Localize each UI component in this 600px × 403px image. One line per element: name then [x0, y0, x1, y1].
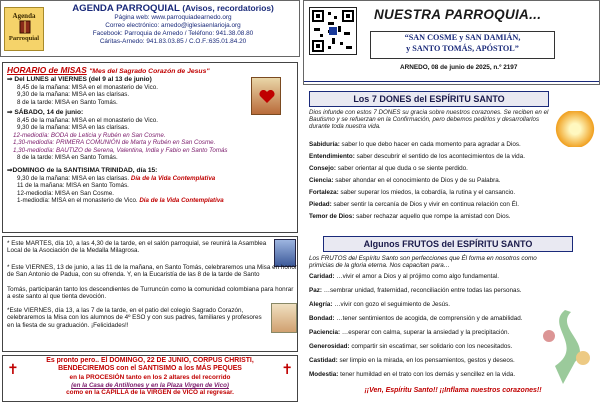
- parroquia-header: [303, 0, 600, 85]
- header-divider: [304, 81, 599, 82]
- agenda-header: [0, 0, 300, 57]
- saints-line-1: “SAN COSME y SAN DAMIÁN,: [404, 33, 521, 42]
- fruit-key: Modestia:: [309, 371, 339, 378]
- fruit-value: …sembrar unidad, fraternidad, reconciliación entre todas las personas.: [323, 287, 522, 294]
- right-page: [303, 0, 600, 403]
- caritas-line: Cáritas-Arnedo: 941.83.03.85 / C.O.F.:635.01.84.20: [99, 38, 247, 45]
- notices-box: [2, 236, 298, 352]
- weekday-head: ⇒ Del LUNES al VIERNES (del 9 al 13 de junio): [7, 76, 152, 83]
- fruit-item: [309, 357, 597, 364]
- gift-item: [309, 213, 597, 220]
- gift-item: [309, 141, 597, 148]
- gift-value: saber ahondar en el conocimiento de Dios y de su Palabra.: [335, 177, 501, 184]
- fruit-key: Paciencia:: [309, 329, 341, 336]
- saturday-head: ⇒ SÁBADO, 14 de junio:: [7, 109, 84, 116]
- baptism-line: 1,30-mediodía: BAUTIZO de Serena, Valentina, India y Fabio en Santo Tomás: [13, 146, 228, 154]
- schedule-line: 9,30 de la mañana: MISA en las clarisas.: [17, 124, 130, 132]
- weekday-block: [7, 76, 297, 106]
- schedule-line: 12-mediodía: MISA en San Cosme.: [17, 189, 114, 197]
- dones-title: Los 7 DONES del ESPÍRITU SANTO: [309, 91, 549, 107]
- frutos-intro: [309, 255, 549, 269]
- fruit-item: [309, 371, 597, 378]
- logo-bottom-text: Parroquial: [8, 35, 40, 42]
- fruit-value: …esperar con calma, superar la ansiedad y la precipitación.: [341, 329, 510, 336]
- gift-value: saber descubrir el sentido de los acontecimientos de la vida.: [356, 153, 525, 160]
- gift-item: [309, 201, 597, 208]
- parroquia-title: NUESTRA PARROQUIA...: [374, 7, 542, 22]
- saturday-block: [7, 109, 297, 161]
- gift-key: Sabiduría:: [309, 141, 340, 148]
- corpus-christi-box: [2, 355, 298, 402]
- frutos-footer: ¡¡Ven, Espíritu Santo!! ¡¡Inflama nuestros corazones!!: [364, 387, 542, 394]
- website-line[interactable]: Página web: www.parroquiadearnedo.org: [114, 14, 232, 21]
- schedule-line: 8,45 de la mañana: MISA en el monasterio de Vico.: [17, 117, 158, 124]
- saints-box: [370, 31, 555, 59]
- frutos-intro-text: Los FRUTOS del Espíritu Santo son perfecciones que Él forma en nosotros como primicias de la gloria eterna. Nos capacitan para…: [309, 255, 537, 270]
- fruit-item: [309, 343, 597, 350]
- gift-key: Piedad:: [309, 201, 332, 208]
- dones-intro: Dios infunde con estos 7 DONES su gracia sobre nuestros corazones. Se reciben en el Bautismo y se refuerzan en la Confirmación, pero debemos pedirlos y desarrollarlos durante toda nuestra vida.: [309, 109, 549, 131]
- corpus-line-3: en la PROCESIÓN tanto en los 2 altares del recorrido: [69, 373, 231, 381]
- corpus-line-4: (en la Casa de Antillones y en la Plaza Virgen de Vico): [71, 381, 229, 389]
- fruit-item: [309, 287, 597, 294]
- dones-section: [303, 89, 600, 233]
- agenda-title-sub: (Avisos, recordatorios): [182, 3, 274, 13]
- schedule-line: 11 de la mañana: MISA en Santo Tomás.: [17, 182, 129, 190]
- fruit-value: ser limpio en la mirada, en los pensamientos, gestos y deseos.: [339, 357, 515, 364]
- book-icon: [19, 20, 31, 34]
- schedule-line: 9,30 de la mañana: MISA en las clarisas.: [17, 91, 130, 99]
- fruit-value: tener humildad en el trato con los demás y sencillez en la vida.: [340, 371, 516, 378]
- gift-key: Fortaleza:: [309, 189, 339, 196]
- sunday-head: ⇒DOMINGO de la SANTISIMA TRINIDAD, día 15:: [7, 167, 158, 174]
- gift-key: Ciencia:: [309, 177, 334, 184]
- fruit-value: …vivir con gozo el seguimiento de Jesús.: [334, 301, 451, 308]
- schedule-line: 9,30 de la mañana: MISA en las clarisas.: [17, 175, 130, 182]
- corpus-line-1: Es pronto pero.. El DOMINGO, 22 DE JUNIO, CORPUS CHRISTI,: [46, 357, 254, 364]
- gift-key: Temor de Dios:: [309, 213, 355, 220]
- fruit-item: [309, 301, 597, 308]
- gift-value: saber orientar al que duda o se siente perdido.: [337, 165, 468, 172]
- gift-item: [309, 189, 597, 196]
- cross-icon: ✝: [7, 362, 19, 378]
- schedule-title-sub: "Mes del Sagrado Corazón de Jesus": [89, 68, 210, 75]
- frutos-title: Algunos FRUTOS del ESPÍRITU SANTO: [323, 236, 573, 252]
- gift-item: [309, 153, 597, 160]
- gift-key: Consejo:: [309, 165, 336, 172]
- fruit-item: [309, 315, 597, 322]
- graduation-image: [271, 303, 297, 333]
- fruit-key: Paz:: [309, 287, 322, 294]
- mass-schedule: [2, 62, 298, 233]
- email-line[interactable]: Correo electrónico: arnedo@iglesiaenlarioja.org: [105, 22, 241, 29]
- fruit-value: …tener sentimientos de acogida, de comprensión y de amabilidad.: [336, 315, 523, 322]
- qr-code[interactable]: [309, 7, 357, 55]
- gift-value: saber rechazar aquello que rompe la amistad con Dios.: [356, 213, 511, 220]
- notice-san-antonio-a: * Este VIERNES, 13 de junio, a las 11 de la mañana, en Santo Tomás, celebraremos una Misa en honor de San Antonio de Padua, con su ofrenda. Y, en la Eucaristía de las 8 de la tarde de Santo: [7, 264, 297, 279]
- fruit-item: [309, 329, 597, 336]
- gift-value: saber sentir la cercanía de Dios y vivir en continua relación con Él.: [333, 201, 519, 208]
- fruit-key: Generosidad:: [309, 343, 350, 350]
- fruit-value: …vivir el amor a Dios y al prójimo como algo fundamental.: [336, 273, 500, 280]
- schedule-line: 1-mediodía: MISA en el monasterio de Vico.: [17, 197, 138, 205]
- gift-item: [309, 165, 597, 172]
- gift-value: saber superar los miedos, la cobardía, la rutina y el cansancio.: [340, 189, 516, 196]
- fruit-item: [309, 273, 597, 280]
- sunday-block: [7, 167, 297, 205]
- gift-item: [309, 177, 597, 184]
- issue-date: ARNEDO, 08 de junio de 2025, n.º 2197: [400, 64, 518, 71]
- frutos-section: [303, 236, 600, 402]
- virgin-image: [274, 239, 296, 267]
- gift-key: Entendimiento:: [309, 153, 355, 160]
- schedule-line: 8,45 de la mañana: MISA en el monasterio de Vico.: [17, 84, 158, 91]
- notice-san-antonio-b: Tomás, participarán tanto los descendientes de Turruncún como la comunidad colombiana para honrar a este santo al que tienta devoción.: [7, 286, 294, 301]
- schedule-title-main: HORARIO de MISAS: [7, 65, 87, 75]
- contemplative-tag: Día de la Vida Contemplativa: [130, 175, 216, 182]
- wedding-line: 12-mediodía: BODA de Leticia y Rubén en San Cosme.: [13, 131, 166, 139]
- communion-line: 1,30-mediodía: PRIMERA COMUNIÓN de Marta y Rubén en San Cosme.: [13, 139, 216, 147]
- corpus-line-5: como en la CAPILLA de la VIRGEN de VICO al regresar.: [66, 389, 234, 397]
- schedule-title: [7, 65, 210, 75]
- fruit-key: Castidad:: [309, 357, 338, 364]
- fruit-key: Caridad:: [309, 273, 335, 280]
- cross-icon: ✝: [281, 362, 293, 378]
- qr-code-icon: [310, 8, 356, 54]
- logo-top-text: Agenda: [12, 12, 36, 20]
- fruit-key: Bondad:: [309, 315, 335, 322]
- saints-line-2: y SANTO TOMÁS, APÓSTOL”: [406, 44, 519, 53]
- schedule-line: 8 de la tarde: MISA en Santo Tomás.: [17, 154, 118, 162]
- agenda-logo: [4, 7, 44, 51]
- fruit-value: compartir sin escatimar, ser solidario con los necesitados.: [351, 343, 513, 350]
- notice-medalla: * Este MARTES, día 10, a las 4,30 de la tarde, en el salón parroquial, se reunirá la Asamblea Local de la Asociación de la Medalla Milagrosa.: [7, 240, 267, 255]
- schedule-line: 8 de la tarde: MISA en Santo Tomás.: [17, 98, 118, 106]
- fruit-key: Alegría:: [309, 301, 333, 308]
- notice-graduation: *Este VIERNES, día 13, a las 7 de la tarde, en el patio del colegio Sagrado Corazón, celebraremos la Misa con los alumnos de 4º ESO y con sus padres, familiares y profesores en la fiesta de su graduación. ¡Felicidades!!: [7, 307, 262, 329]
- gift-value: saber lo que debo hacer en cada momento para agradar a Dios.: [341, 141, 521, 148]
- agenda-title-main: AGENDA PARROQUIAL: [72, 3, 180, 14]
- contemplative-tag: Día de la Vida Contemplativa: [139, 197, 224, 205]
- agenda-title: [47, 3, 299, 14]
- corpus-line-2: BENDECIREMOS con el SANTISIMO a los MÁS PEQUES: [58, 365, 242, 373]
- facebook-phone-line: Facebook: Parroquia de Arnedo / Teléfono: 941.38.08.80: [92, 30, 254, 37]
